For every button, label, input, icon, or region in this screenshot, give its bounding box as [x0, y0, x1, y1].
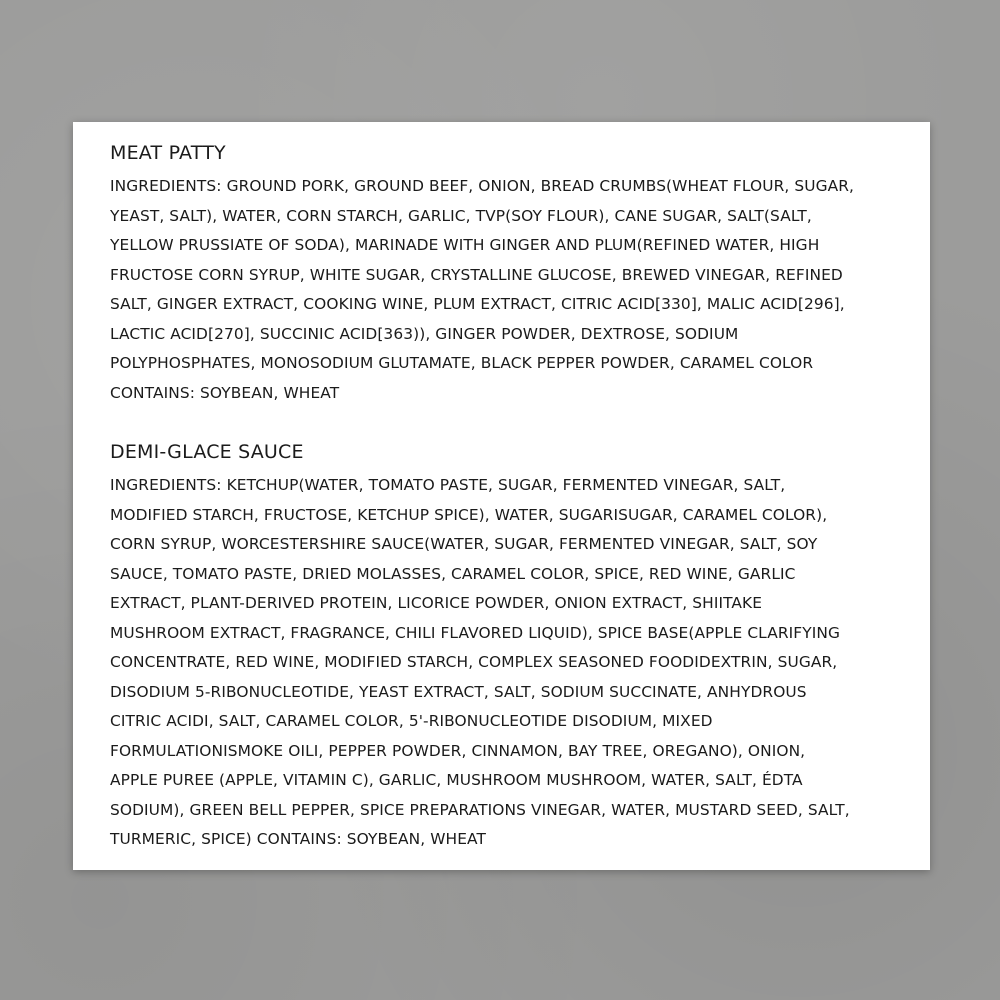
sauce-line-3: CORN SYRUP, WORCESTERSHIRE SAUCE(WATER, SUGAR, FERMENTED VINEGAR, SALT, SOY	[110, 535, 818, 553]
meat-patty-contains: CONTAINS: SOYBEAN, WHEAT	[110, 383, 340, 402]
demi-glace-sauce-title: DEMI-GLACE SAUCE	[110, 441, 304, 463]
demi-glace-sauce-ingredients	[110, 471, 900, 855]
meat-patty-line-2: YEAST, SALT), WATER, CORN STARCH, GARLIC, TVP(SOY FLOUR), CANE SUGAR, SALT(SALT,	[110, 206, 812, 225]
meat-patty-line-6: LACTIC ACID[270], SUCCINIC ACID[363)), GINGER POWDER, DEXTROSE, SODIUM	[110, 324, 739, 343]
sauce-line-4: SAUCE, TOMATO PASTE, DRIED MOLASSES, CARAMEL COLOR, SPICE, RED WINE, GARLIC	[110, 564, 796, 583]
meat-patty-title: MEAT PATTY	[110, 142, 226, 164]
meat-patty-line-3: YELLOW PRUSSIATE OF SODA), MARINADE WITH GINGER AND PLUM(REFINED WATER, HIGH	[110, 236, 820, 254]
sauce-line-5: EXTRACT, PLANT-DERIVED PROTEIN, LICORICE POWDER, ONION EXTRACT, SHIITAKE	[110, 594, 763, 612]
meat-patty-line-1: INGREDIENTS: GROUND PORK, GROUND BEEF, ONION, BREAD CRUMBS(WHEAT FLOUR, SUGAR,	[110, 177, 855, 195]
sauce-line-11: APPLE PUREE (APPLE, VITAMIN C), GARLIC, MUSHROOM MUSHROOM, WATER, SALT, ÉDTA	[110, 771, 803, 789]
sauce-line-6: MUSHROOM EXTRACT, FRAGRANCE, CHILI FLAVORED LIQUID), SPICE BASE(APPLE CLARIFYING	[110, 623, 840, 642]
sauce-line-8: DISODIUM 5-RIBONUCLEOTIDE, YEAST EXTRACT, SALT, SODIUM SUCCINATE, ANHYDROUS	[110, 682, 807, 701]
section-divider-space	[110, 408, 900, 439]
sauce-line-9: CITRIC ACIDI, SALT, CARAMEL COLOR, 5'-RIBONUCLEOTIDE DISODIUM, MIXED	[110, 712, 713, 730]
meat-patty-line-5: SALT, GINGER EXTRACT, COOKING WINE, PLUM EXTRACT, CITRIC ACID[330], MALIC ACID[296],	[110, 295, 845, 313]
sauce-line-2: MODIFIED STARCH, FRUCTOSE, KETCHUP SPICE), WATER, SUGARISUGAR, CARAMEL COLOR),	[110, 505, 828, 524]
sauce-line-1: INGREDIENTS: KETCHUP(WATER, TOMATO PASTE, SUGAR, FERMENTED VINEGAR, SALT,	[110, 476, 786, 494]
meat-patty-line-7: POLYPHOSPHATES, MONOSODIUM GLUTAMATE, BLACK PEPPER POWDER, CARAMEL COLOR	[110, 354, 814, 372]
sauce-line-10: FORMULATIONISMOKE OILI, PEPPER POWDER, CINNAMON, BAY TREE, OREGANO), ONION,	[110, 741, 806, 760]
sauce-line-7: CONCENTRATE, RED WINE, MODIFIED STARCH, COMPLEX SEASONED FOODIDEXTRIN, SUGAR,	[110, 653, 838, 671]
sauce-contains: TURMERIC, SPICE) CONTAINS: SOYBEAN, WHEAT	[110, 830, 486, 848]
ingredients-label	[73, 122, 930, 870]
meat-patty-ingredients	[110, 172, 900, 408]
sauce-line-12: SODIUM), GREEN BELL PEPPER, SPICE PREPARATIONS VINEGAR, WATER, MUSTARD SEED, SALT,	[110, 800, 850, 819]
meat-patty-line-4: FRUCTOSE CORN SYRUP, WHITE SUGAR, CRYSTALLINE GLUCOSE, BREWED VINEGAR, REFINED	[110, 265, 843, 284]
